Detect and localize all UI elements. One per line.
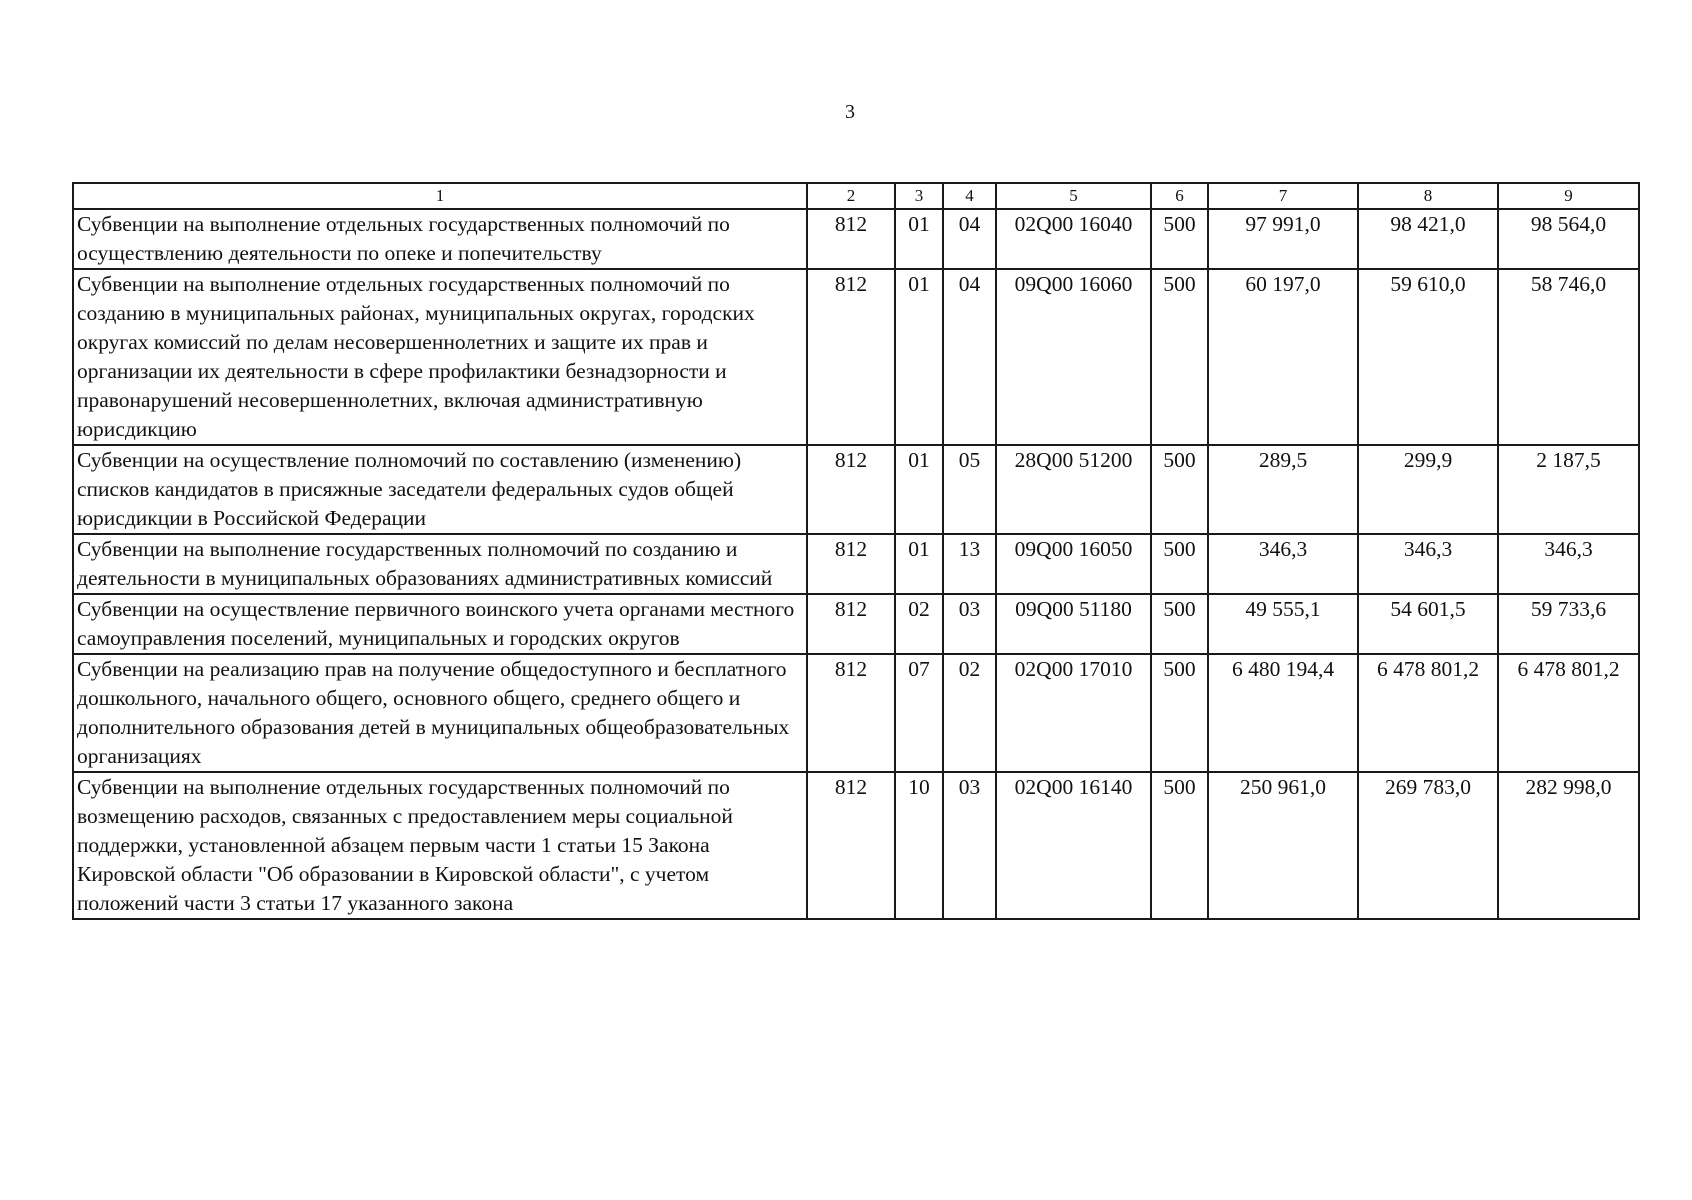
row-subsection-code: 03 bbox=[943, 594, 996, 654]
row-amount-year1: 97 991,0 bbox=[1208, 209, 1358, 269]
row-subsection-code: 02 bbox=[943, 654, 996, 772]
row-subsection-code: 13 bbox=[943, 534, 996, 594]
header-cell-6: 6 bbox=[1151, 183, 1208, 209]
row-target-article-code: 02Q00 16040 bbox=[996, 209, 1151, 269]
row-subsection-code: 05 bbox=[943, 445, 996, 534]
row-description: Субвенции на выполнение отдельных государственных полномочий по созданию в муниципальных районах, муниципальных округах, городских округах комиссий по делам несовершеннолетних и защите их прав и организации их деятельности в сфере профилактики безнадзорности и правонарушений несовершеннолетних, включая административную юрисдикцию bbox=[73, 269, 807, 445]
row-section-code: 10 bbox=[895, 772, 943, 919]
header-cell-5: 5 bbox=[996, 183, 1151, 209]
row-section-code: 01 bbox=[895, 534, 943, 594]
row-grbs-code: 812 bbox=[807, 209, 895, 269]
row-expense-type-code: 500 bbox=[1151, 209, 1208, 269]
header-cell-8: 8 bbox=[1358, 183, 1498, 209]
row-description: Субвенции на выполнение государственных полномочий по созданию и деятельности в муниципальных образованиях административных комиссий bbox=[73, 534, 807, 594]
row-description: Субвенции на реализацию прав на получение общедоступного и бесплатного дошкольного, начального общего, основного общего, среднего общего и дополнительного образования детей в муниципальных общеобразовательных организациях bbox=[73, 654, 807, 772]
row-grbs-code: 812 bbox=[807, 654, 895, 772]
header-cell-3: 3 bbox=[895, 183, 943, 209]
row-amount-year1: 250 961,0 bbox=[1208, 772, 1358, 919]
header-cell-9: 9 bbox=[1498, 183, 1639, 209]
table-row bbox=[73, 209, 1639, 269]
page-number: 3 bbox=[845, 101, 855, 123]
row-grbs-code: 812 bbox=[807, 534, 895, 594]
row-amount-year1: 289,5 bbox=[1208, 445, 1358, 534]
row-expense-type-code: 500 bbox=[1151, 772, 1208, 919]
table-row bbox=[73, 445, 1639, 534]
row-grbs-code: 812 bbox=[807, 594, 895, 654]
row-amount-year2: 54 601,5 bbox=[1358, 594, 1498, 654]
row-expense-type-code: 500 bbox=[1151, 594, 1208, 654]
header-cell-1: 1 bbox=[73, 183, 807, 209]
table-row bbox=[73, 594, 1639, 654]
row-amount-year2: 346,3 bbox=[1358, 534, 1498, 594]
row-target-article-code: 02Q00 16140 bbox=[996, 772, 1151, 919]
row-description: Субвенции на осуществление полномочий по составлению (изменению) списков кандидатов в присяжные заседатели федеральных судов общей юрисдикции в Российской Федерации bbox=[73, 445, 807, 534]
row-amount-year1: 60 197,0 bbox=[1208, 269, 1358, 445]
header-cell-7: 7 bbox=[1208, 183, 1358, 209]
row-section-code: 01 bbox=[895, 445, 943, 534]
row-amount-year3: 98 564,0 bbox=[1498, 209, 1639, 269]
row-amount-year1: 49 555,1 bbox=[1208, 594, 1358, 654]
row-grbs-code: 812 bbox=[807, 445, 895, 534]
row-section-code: 07 bbox=[895, 654, 943, 772]
row-subsection-code: 04 bbox=[943, 209, 996, 269]
row-amount-year3: 59 733,6 bbox=[1498, 594, 1639, 654]
header-cell-4: 4 bbox=[943, 183, 996, 209]
row-amount-year2: 6 478 801,2 bbox=[1358, 654, 1498, 772]
row-amount-year2: 269 783,0 bbox=[1358, 772, 1498, 919]
row-target-article-code: 28Q00 51200 bbox=[996, 445, 1151, 534]
row-grbs-code: 812 bbox=[807, 269, 895, 445]
row-amount-year2: 299,9 bbox=[1358, 445, 1498, 534]
row-section-code: 02 bbox=[895, 594, 943, 654]
row-expense-type-code: 500 bbox=[1151, 445, 1208, 534]
row-description: Субвенции на выполнение отдельных государственных полномочий по возмещению расходов, связанных с предоставлением меры социальной поддержки, установленной абзацем первым части 1 статьи 15 Закона Кировской области "Об образовании в Кировской области", с учетом положений части 3 статьи 17 указанного закона bbox=[73, 772, 807, 919]
budget-table bbox=[72, 182, 1640, 920]
row-amount-year1: 346,3 bbox=[1208, 534, 1358, 594]
row-expense-type-code: 500 bbox=[1151, 269, 1208, 445]
table-row bbox=[73, 269, 1639, 445]
row-amount-year3: 2 187,5 bbox=[1498, 445, 1639, 534]
row-description: Субвенции на осуществление первичного воинского учета органами местного самоуправления поселений, муниципальных и городских округов bbox=[73, 594, 807, 654]
table-row bbox=[73, 534, 1639, 594]
row-amount-year2: 98 421,0 bbox=[1358, 209, 1498, 269]
row-amount-year3: 282 998,0 bbox=[1498, 772, 1639, 919]
row-target-article-code: 09Q00 16050 bbox=[996, 534, 1151, 594]
row-amount-year3: 58 746,0 bbox=[1498, 269, 1639, 445]
row-target-article-code: 02Q00 17010 bbox=[996, 654, 1151, 772]
row-grbs-code: 812 bbox=[807, 772, 895, 919]
table-row bbox=[73, 654, 1639, 772]
row-amount-year3: 6 478 801,2 bbox=[1498, 654, 1639, 772]
row-section-code: 01 bbox=[895, 209, 943, 269]
row-target-article-code: 09Q00 16060 bbox=[996, 269, 1151, 445]
row-subsection-code: 04 bbox=[943, 269, 996, 445]
row-subsection-code: 03 bbox=[943, 772, 996, 919]
row-section-code: 01 bbox=[895, 269, 943, 445]
header-row bbox=[73, 183, 1639, 209]
row-amount-year2: 59 610,0 bbox=[1358, 269, 1498, 445]
row-description: Субвенции на выполнение отдельных государственных полномочий по осуществлению деятельности по опеке и попечительству bbox=[73, 209, 807, 269]
table-row bbox=[73, 772, 1639, 919]
row-expense-type-code: 500 bbox=[1151, 534, 1208, 594]
row-amount-year1: 6 480 194,4 bbox=[1208, 654, 1358, 772]
row-amount-year3: 346,3 bbox=[1498, 534, 1639, 594]
row-expense-type-code: 500 bbox=[1151, 654, 1208, 772]
row-target-article-code: 09Q00 51180 bbox=[996, 594, 1151, 654]
header-cell-2: 2 bbox=[807, 183, 895, 209]
